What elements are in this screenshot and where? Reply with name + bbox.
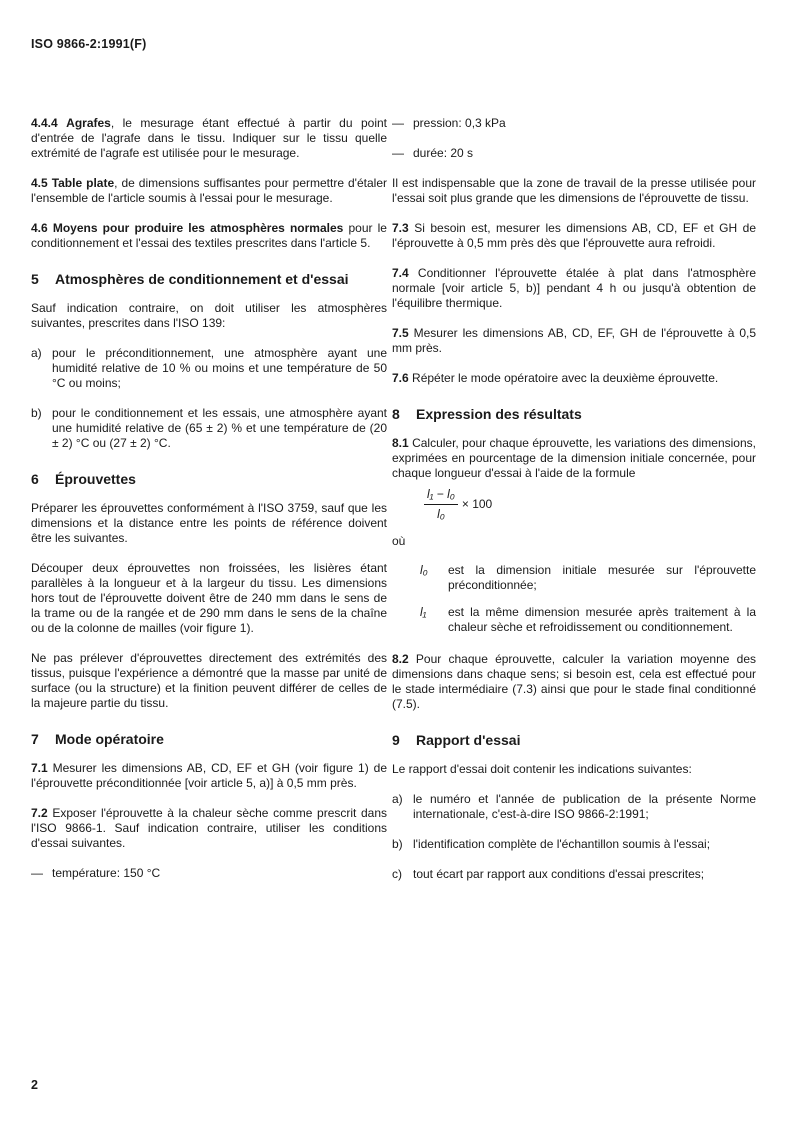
clause-number: 7.5 xyxy=(392,326,409,340)
paragraph-7-6 xyxy=(392,371,756,386)
page-number: 2 xyxy=(31,1078,38,1092)
list-marker: c) xyxy=(392,867,402,881)
clause-text: pour le conditionnement et l'essai des textiles prescrites dans l'article 5. xyxy=(31,221,387,250)
section-title: Éprouvettes xyxy=(55,471,136,487)
section-9-heading xyxy=(392,732,756,749)
condition-pression xyxy=(392,116,756,131)
clause-number: 7.6 xyxy=(392,371,409,385)
clause-text: Exposer l'éprouvette à la chaleur sèche comme prescrit dans l'ISO 9866-1. Sauf indication contraire, utiliser les conditions d'essai suivantes. xyxy=(31,806,387,850)
list-item-9b xyxy=(392,837,756,852)
section-6-heading xyxy=(31,471,387,488)
dash-marker: — xyxy=(392,116,404,130)
list-item-9c xyxy=(392,867,756,882)
condition-text: pression: 0,3 kPa xyxy=(413,116,506,130)
clause-number: 4.4.4 xyxy=(31,116,58,130)
clause-text: , le mesurage étant effectué à partir du point d'entrée de l'agrafe dans le tissu. Indiquer sur le tissu quelle extrémité de l'agrafe est utilisée pour le mesurage. xyxy=(31,116,387,160)
paragraph-7-3 xyxy=(392,221,756,251)
list-text: pour le préconditionnement, une atmosphère ayant une humidité relative de 10 % ou moins et une température de 50 °C ou moins; xyxy=(52,346,387,390)
list-text: le numéro et l'année de publication de la présente Norme internationale, c'est-à-dire ISO 9866-2:1991; xyxy=(413,792,756,821)
section-number: 9 xyxy=(392,732,400,748)
clause-text: , de dimensions suffisantes pour permettre d'étaler l'ensemble de l'article soumis à l'essai pour le mesurage. xyxy=(31,176,387,205)
definition-text: est la même dimension mesurée après traitement à la chaleur sèche et refroidissement ou conditionnement. xyxy=(448,605,756,634)
clause-number: 8.2 xyxy=(392,652,409,666)
list-marker: a) xyxy=(392,792,403,806)
definition-symbol: l₀ xyxy=(420,563,428,577)
condition-text: durée: 20 s xyxy=(413,146,474,160)
paragraph-7-4 xyxy=(392,266,756,311)
condition-duree xyxy=(392,146,756,161)
section-6-paragraph-3: Ne pas prélever d'éprouvettes directement des extrémités des tissus, puisque l'expérience a démontré que la masse par unité de surface (ou la structure) et la finition peuvent différer de celles de la majeure partie du tissu. xyxy=(31,651,387,710)
list-item-9a xyxy=(392,792,756,822)
section-title: Atmosphères de conditionnement et d'essai xyxy=(55,271,349,287)
clause-number: 7.3 xyxy=(392,221,409,235)
section-9-intro: Le rapport d'essai doit contenir les indications suivantes: xyxy=(392,762,692,776)
paragraph-4-6 xyxy=(31,221,387,251)
clause-text: Mesurer les dimensions AB, CD, EF, GH de l'éprouvette à 0,5 mm près. xyxy=(392,326,756,355)
section-number: 6 xyxy=(31,471,39,487)
clause-text: Répéter le mode opératoire avec la deuxième éprouvette. xyxy=(412,371,719,385)
section-6-paragraph-1: Préparer les éprouvettes conformément à l'ISO 3759, sauf que les dimensions et la distance entre les points de référence doivent être les suivantes. xyxy=(31,501,387,545)
section-8-heading xyxy=(392,406,756,423)
list-marker: a) xyxy=(31,346,42,360)
list-marker: b) xyxy=(392,837,403,851)
condition-text: température: 150 °C xyxy=(52,866,161,880)
clause-number: 7.2 xyxy=(31,806,48,820)
clause-number: 8.1 xyxy=(392,436,409,450)
list-text: tout écart par rapport aux conditions d'essai prescrites; xyxy=(413,867,705,881)
paragraph-8-1 xyxy=(392,436,756,481)
definition-symbol: l₁ xyxy=(420,605,427,619)
section-7-heading xyxy=(31,731,387,748)
section-title: Expression des résultats xyxy=(416,406,582,422)
definition-l0 xyxy=(392,563,756,593)
list-marker: b) xyxy=(31,406,42,420)
clause-text: Conditionner l'éprouvette étalée à plat dans l'atmosphère normale [voir article 5, b)] pendant 4 h ou jusqu'à obtention de l'équilibre thermique. xyxy=(392,266,756,310)
section-6-paragraph-2: Découper deux éprouvettes non froissées, les lisières étant parallèles à la longueur et à la largeur du tissu. Les dimensions hors tout de l'éprouvette doivent être de 240 mm dans le sens de la trame ou de la rangée et de 290 mm dans le sens de la chaîne ou de la colonne de mailles (voir figure 1). xyxy=(31,561,387,635)
clause-text: Si besoin est, mesurer les dimensions AB, CD, EF et GH de l'éprouvette à 0,5 mm près dès que l'éprouvette aura refroidi. xyxy=(392,221,756,250)
paragraph-7-2 xyxy=(31,806,387,851)
clause-term: Table plate xyxy=(51,176,115,190)
list-text: l'identification complète de l'échantillon soumis à l'essai; xyxy=(413,837,711,851)
formula-denominator: l₀ xyxy=(437,507,445,521)
paragraph-4-5 xyxy=(31,176,387,206)
document-id-header: ISO 9866-2:1991(F) xyxy=(31,37,147,51)
left-column xyxy=(31,116,387,896)
clause-text: Calculer, pour chaque éprouvette, les variations des dimensions, exprimées en pourcentage de la dimension initiale concernée, pour chaque longueur d'essai à l'aide de la formule xyxy=(392,436,756,480)
clause-term: Agrafes xyxy=(66,116,111,130)
paragraph-8-2 xyxy=(392,652,756,712)
clause-number: 4.6 xyxy=(31,221,48,235)
dash-marker: — xyxy=(392,146,404,160)
definition-l1 xyxy=(392,605,756,635)
clause-text: Pour chaque éprouvette, calculer la variation moyenne des dimensions dans chaque sens; si besoin est, cela est effectué pour le stade intermédiaire (7.3) ainsi que pour le stade final conditionné (7.5). xyxy=(392,652,756,711)
list-item-5b xyxy=(31,406,387,451)
section-number: 7 xyxy=(31,731,39,747)
paragraph-4-4-4 xyxy=(31,116,387,161)
section-number: 5 xyxy=(31,271,39,287)
paragraph-7-5 xyxy=(392,326,756,356)
formula-multiplier: × 100 xyxy=(461,497,493,511)
clause-text: Mesurer les dimensions AB, CD, EF et GH (voir figure 1) de l'éprouvette préconditionnée [voir article 5, a)] à 0,5 mm près. xyxy=(31,761,387,790)
section-5-heading xyxy=(31,271,387,288)
definition-text: est la dimension initiale mesurée sur l'éprouvette préconditionnée; xyxy=(448,563,756,592)
section-title: Rapport d'essai xyxy=(416,732,521,748)
clause-term: Moyens pour produire les atmosphères normales xyxy=(52,221,344,235)
dash-marker: — xyxy=(31,866,43,880)
section-number: 8 xyxy=(392,406,400,422)
clause-number: 4.5 xyxy=(31,176,48,190)
clause-number: 7.1 xyxy=(31,761,48,775)
paragraph-press-zone: Il est indispensable que la zone de travail de la presse utilisée pour l'essai soit plus grande que les dimensions de l'éprouvette de tissu. xyxy=(392,176,756,205)
section-5-intro: Sauf indication contraire, on doit utiliser les atmosphères suivantes, prescrites dans l'ISO 139: xyxy=(31,301,387,330)
paragraph-7-1 xyxy=(31,761,387,791)
shrinkage-formula xyxy=(424,487,756,522)
where-label: où xyxy=(392,534,406,548)
list-text: pour le conditionnement et les essais, une atmosphère ayant une humidité relative de (65 ± 2) % et une température de (20 ± 2) °C ou (27 ± 2) °C. xyxy=(52,406,387,450)
formula-fraction xyxy=(424,487,458,522)
right-column xyxy=(392,116,756,897)
clause-number: 7.4 xyxy=(392,266,409,280)
list-item-5a xyxy=(31,346,387,391)
condition-temperature xyxy=(31,866,387,881)
formula-numerator: l₁ − l₀ xyxy=(424,487,458,505)
section-title: Mode opératoire xyxy=(55,731,164,747)
